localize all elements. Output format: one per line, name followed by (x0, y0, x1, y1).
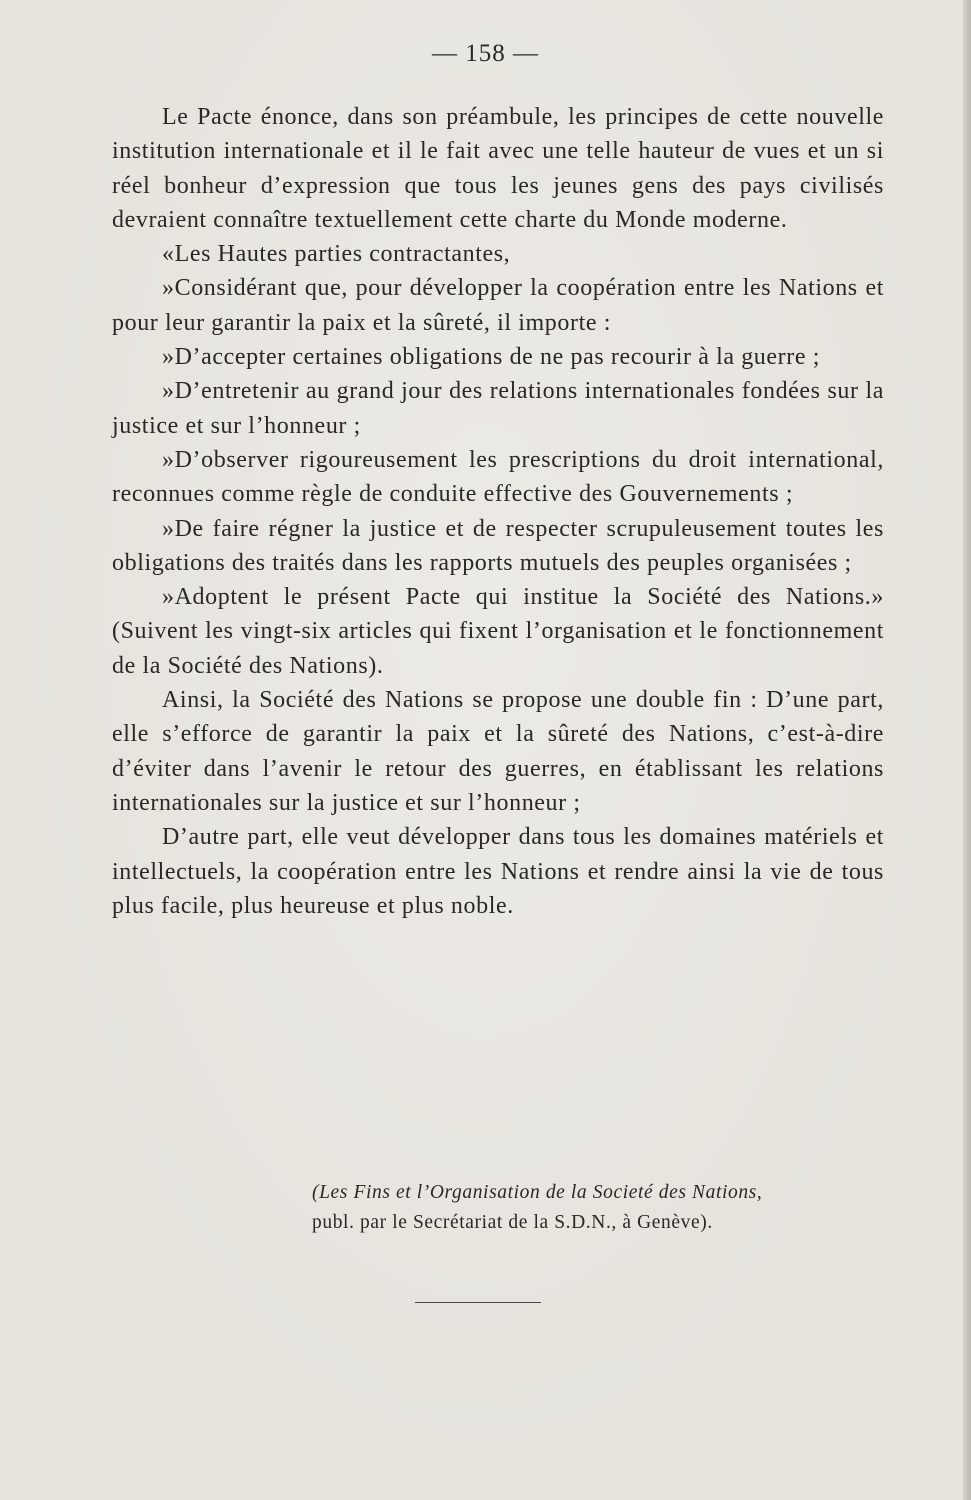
paragraph: »D’observer rigoureusement les prescriptions du droit international, reconnues comme règle de conduite effective des Gouvernements ; (112, 446, 884, 508)
paragraph: »Considérant que, pour développer la coopération entre les Nations et pour leur garantir la paix et la sûreté, il importe : (112, 275, 884, 336)
paragraph: »D’entretenir au grand jour des relations internationales fondées sur la justice et sur l’honneur ; (112, 378, 884, 439)
paragraph: »Adoptent le présent Pacte qui institue la Société des Nations.» (Suivent les vingt-six articles qui fixent l’organisation et le fonctionnement de la Société des Nations). (112, 584, 884, 679)
body-text (112, 100, 884, 923)
paragraph: »De faire régner la justice et de respecter scrupuleusement toutes les obligations des traités dans les rapports mutuels des peuples organisées ; (112, 515, 884, 576)
section-divider (415, 1302, 541, 1303)
paragraph: D’autre part, elle veut développer dans tous les domaines matériels et intellectuels, la coopération entre les Nations et rendre ainsi la vie de tous plus facile, plus heureuse et plus noble. (112, 824, 884, 919)
page-number: — 158 — (432, 40, 539, 67)
citation-publisher: publ. par le Secrétariat de la S.D.N., à Genève). (312, 1212, 713, 1233)
paragraph: «Les Hautes parties contractantes, (162, 241, 511, 268)
paragraph: Le Pacte énonce, dans son préambule, les principes de cette nouvelle institution internationale et il le fait avec une telle hauteur de vues et un si réel bonheur d’expression que tous les jeunes gens des pays civilisés devraient connaître textuellement cette charte du Monde moderne. (112, 104, 884, 233)
source-citation (312, 1178, 872, 1238)
paragraph: »D’accepter certaines obligations de ne pas recourir à la guerre ; (162, 344, 820, 371)
page-edge (963, 0, 971, 1500)
paragraph: Ainsi, la Société des Nations se propose une double fin : D’une part, elle s’efforce de garantir la paix et la sûreté des Nations, c’est-à-dire d’éviter dans l’avenir le retour des guerres, en établissant les relations internationales sur la justice et sur l’honneur ; (112, 687, 884, 816)
citation-title: (Les Fins et l’Organisation de la Societé des Nations, (312, 1182, 763, 1203)
